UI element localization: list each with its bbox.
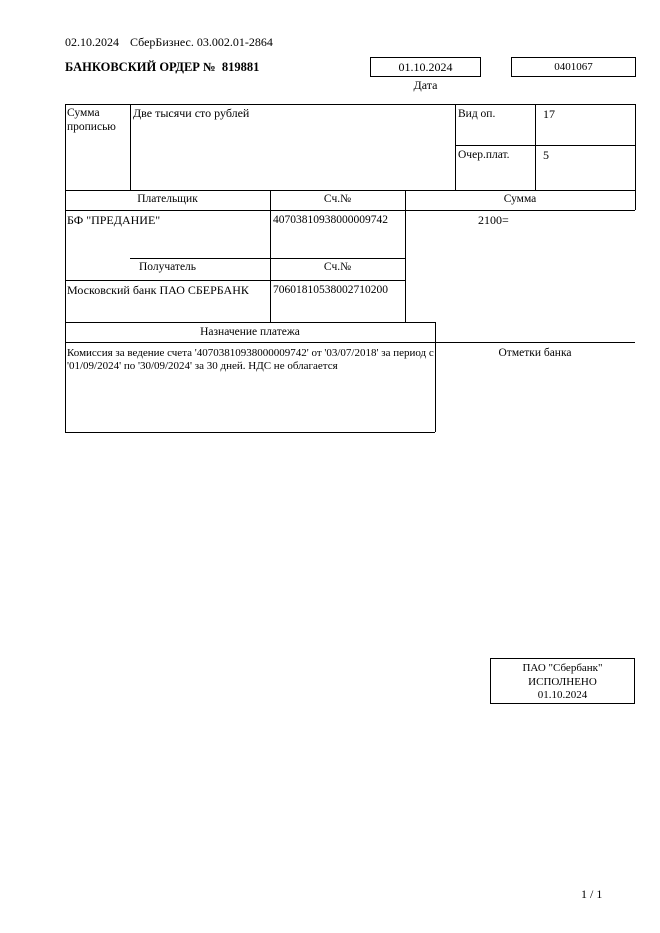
border-under-purpose-header <box>65 342 635 343</box>
amount-in-words-label: Сумма прописью <box>67 107 116 133</box>
recipient-column-header: Получатель <box>138 261 197 273</box>
border-sum-column-left <box>405 190 406 322</box>
border-under-recipient-header <box>65 280 405 281</box>
recipient-account: 70601810538002710200 <box>273 284 388 296</box>
form-code: 0401067 <box>554 61 593 73</box>
border-purpose-right <box>435 322 436 432</box>
priority-label: Очер.плат. <box>458 149 510 161</box>
border-account-column-left <box>270 190 271 322</box>
border-right <box>635 104 636 210</box>
priority-value: 5 <box>543 148 549 162</box>
amount-column-header: Сумма <box>503 193 537 205</box>
system-name: СберБизнес. 03.002.01-2864 <box>130 35 273 49</box>
payer-name: БФ "ПРЕДАНИЕ" <box>67 213 161 227</box>
document-date-box <box>370 57 481 77</box>
payer-account-header: Сч.№ <box>323 193 352 205</box>
bank-marks-header: Отметки банка <box>498 347 572 359</box>
border-amount-label-right <box>130 104 131 190</box>
stamp-date: 01.10.2024 <box>537 689 588 701</box>
border-purpose-bottom <box>65 432 435 433</box>
form-code-box <box>511 57 636 77</box>
border-table-top <box>65 104 635 105</box>
document-date: 01.10.2024 <box>398 59 453 74</box>
stamp-bank-name: ПАО "Сбербанк" <box>522 662 603 674</box>
amount-value: 2100= <box>478 213 509 227</box>
border-above-purpose <box>65 322 435 323</box>
execution-stamp <box>490 658 635 704</box>
purpose-text: Комиссия за ведение счета '40703810938000009742' от '03/07/2018' за период с '01/09/2024' по '30/09/2024' за 30 дней. НДС не облагается <box>67 347 434 373</box>
purpose-header: Назначение платежа <box>200 326 300 338</box>
border-under-column-headers <box>65 210 635 211</box>
stamp-status: ИСПОЛНЕНО <box>528 675 597 688</box>
border-under-operation-type <box>455 145 635 146</box>
recipient-name: Московский банк ПАО СБЕРБАНК <box>67 283 249 297</box>
border-operation-value-left <box>535 104 536 190</box>
operation-type-label: Вид оп. <box>458 108 496 120</box>
border-operation-type-left <box>455 104 456 190</box>
recipient-account-header: Сч.№ <box>323 261 352 273</box>
payer-column-header: Плательщик <box>137 193 198 205</box>
amount-in-words: Две тысячи сто рублей <box>133 106 250 120</box>
payer-account: 40703810938000009742 <box>273 214 388 226</box>
print-date: 02.10.2024 <box>65 35 119 49</box>
page-number: 1 / 1 <box>581 887 603 901</box>
border-under-amount-section <box>65 190 635 191</box>
document-title: БАНКОВСКИЙ ОРДЕР № 819881 <box>65 60 260 74</box>
operation-type-value: 17 <box>543 107 555 121</box>
border-under-payer-row <box>130 258 405 259</box>
date-label: Дата <box>413 78 438 92</box>
